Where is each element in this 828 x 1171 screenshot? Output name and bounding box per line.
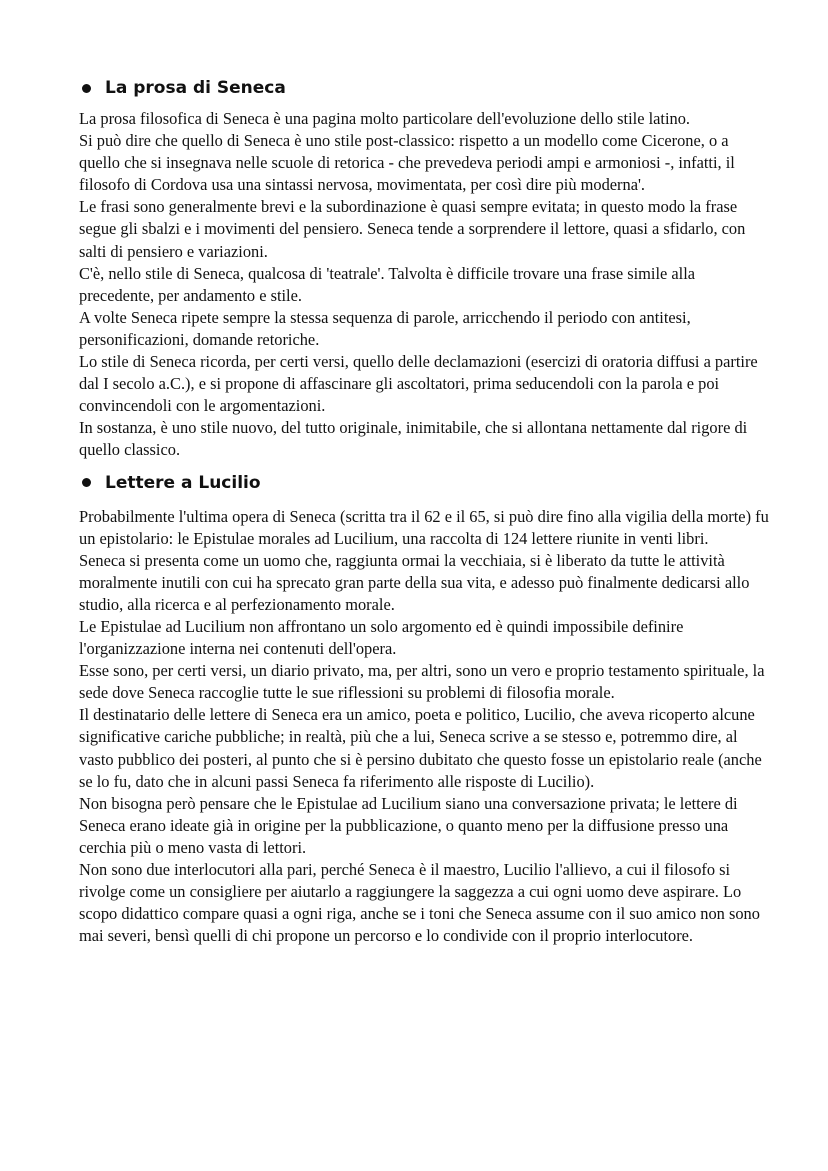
paragraph: Il destinatario delle lettere di Seneca era un amico, poeta e politico, Lucilio, che aveva ricoperto alcune significative cariche pubbliche; in realtà, più che a lui, Seneca scrive a se stesso e, potremmo dire, al vasto pubblico dei posteri, al punto che si è persino dubitato che questo fosse un epistolario reale (anche se lo fu, dato che in alcuni passi Seneca fa riferimento alle risposte di Lucilio).: [79, 705, 762, 791]
document-page: [79, 76, 769, 947]
section-heading-lettere: [79, 471, 769, 495]
paragraph: Le frasi sono generalmente brevi e la subordinazione è quasi sempre evitata; in questo modo la frase segue gli sbalzi e i movimenti del pensiero. Seneca tende a sorprendere il lettore, quasi a sfidarlo, con salti di pensiero e variazioni.: [79, 197, 746, 261]
paragraph: Esse sono, per certi versi, un diario privato, ma, per altri, sono un vero e proprio testamento spirituale, la sede dove Seneca raccoglie tutte le sue riflessioni su problemi di filosofia morale.: [79, 661, 765, 703]
section-heading-text: La prosa di Seneca: [105, 78, 286, 98]
section-body-prosa: [79, 108, 769, 462]
bullet-icon: [82, 84, 91, 93]
bullet-icon: [82, 478, 91, 487]
paragraph: La prosa filosofica di Seneca è una pagina molto particolare dell'evoluzione dello stile latino.: [79, 109, 691, 128]
paragraph: Non bisogna però pensare che le Epistulae ad Lucilium siano una conversazione privata; le lettere di Seneca erano ideate già in origine per la pubblicazione, o quanto meno per la diffusione presso una cerchia più o meno vasta di lettori.: [79, 793, 738, 857]
section-body-lettere: [79, 506, 769, 948]
paragraph: Seneca si presenta come un uomo che, raggiunta ormai la vecchiaia, si è liberato da tutte le attività moralmente inutili con cui ha sprecato gran parte della sua vita, e adesso può finalmente dedicarsi allo studio, alla ricerca e al perfezionamento morale.: [79, 550, 750, 614]
paragraph: Probabilmente l'ultima opera di Seneca (scritta tra il 62 e il 65, si può dire fino alla vigilia della morte) fu un epistolario: le Epistulae morales ad Lucilium, una raccolta di 124 lettere riunite in venti libri.: [79, 506, 769, 548]
section-heading-prosa: [79, 76, 769, 100]
paragraph: A volte Seneca ripete sempre la stessa sequenza di parole, arricchendo il periodo con antitesi, personificazioni, domande retoriche.: [79, 307, 691, 349]
paragraph: Si può dire che quello di Seneca è uno stile post-classico: rispetto a un modello come Cicerone, o a quello che si insegnava nelle scuole di retorica - che prevedeva periodi ampi e armoniosi -, infatti, il filosofo di Cordova usa una sintassi nervosa, movimentata, per così dire più moderna'.: [79, 131, 735, 195]
paragraph: C'è, nello stile di Seneca, qualcosa di 'teatrale'. Talvolta è difficile trovare una frase simile alla precedente, per andamento e stile.: [79, 263, 696, 305]
paragraph: Le Epistulae ad Lucilium non affrontano un solo argomento ed è quindi impossibile definire l'organizzazione interna nei contenuti dell'opera.: [79, 616, 684, 659]
paragraph: Lo stile di Seneca ricorda, per certi versi, quello delle declamazioni (esercizi di oratoria diffusi a partire dal I secolo a.C.), e si propone di affascinare gli ascoltatori, prima seducendoli con la parola e poi convincendoli con le argomentazioni.: [79, 352, 758, 416]
paragraph: In sostanza, è uno stile nuovo, del tutto originale, inimitabile, che si allontana nettamente dal rigore di quello classico.: [79, 418, 748, 460]
section-heading-text: Lettere a Lucilio: [105, 472, 261, 493]
paragraph: Non sono due interlocutori alla pari, perché Seneca è il maestro, Lucilio l'allievo, a cui il filosofo si rivolge come un consigliere per aiutarlo a raggiungere la saggezza a cui ogni uomo deve aspirare. Lo scopo didattico compare quasi a ogni riga, anche se i toni che Seneca assume con il suo amico non sono mai severi, bensì quelli di chi propone un percorso e lo condivide con il proprio interlocutore.: [79, 860, 760, 946]
